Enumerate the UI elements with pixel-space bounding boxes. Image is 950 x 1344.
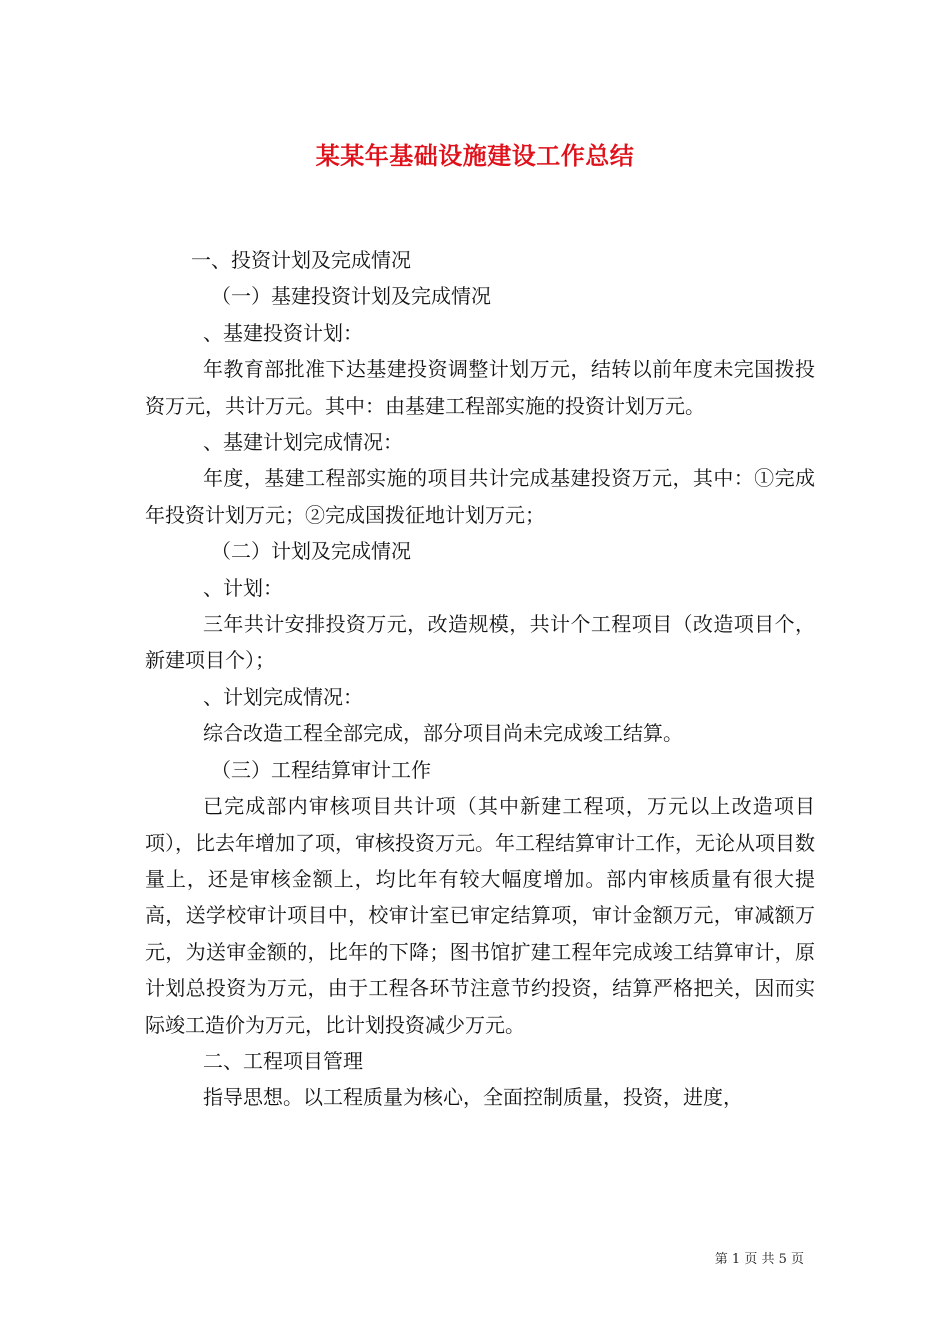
paragraph: 指导思想。以工程质量为核心，全面控制质量，投资，进度， <box>203 1085 743 1110</box>
subheading-2: （二）计划及完成情况 <box>211 539 411 564</box>
subheading-3: （三）工程结算审计工作 <box>211 757 431 782</box>
item-heading: 、基建投资计划： <box>203 320 363 345</box>
paragraph: 年度，基建工程部实施的项目共计完成基建投资万元，其中：①完成年投资计划万元；②完成国拨征地计划万元； <box>145 466 815 527</box>
item-heading: 、计划： <box>203 575 283 600</box>
paragraph: 三年共计安排投资万元，改造规模，共计个工程项目（改造项目个，新建项目个）； <box>145 612 815 673</box>
paragraph: 已完成部内审核项目共计项（其中新建工程项，万元以上改造项目项），比去年增加了项，审核投资万元。年工程结算审计工作，无论从项目数量上，还是审核金额上，均比年有较大幅度增加。部内审核质量有很大提高，送学校审计项目中，校审计室已审定结算项，审计金额万元，审减额万元，为送审金额的，比年的下降；图书馆扩建工程年完成竣工结算审计，原计划总投资为万元，由于工程各环节注意节约投资，结算严格把关，因而实际竣工造价为万元，比计划投资减少万元。 <box>145 794 815 1037</box>
document-body <box>145 242 815 1116</box>
item-heading: 、计划完成情况： <box>203 684 363 709</box>
heading-1: 一、投资计划及完成情况 <box>191 248 411 272</box>
document-title: 某某年基础设施建设工作总结 <box>315 141 635 170</box>
paragraph: 年教育部批准下达基建投资调整计划万元，结转以前年度未完国拨投资万元，共计万元。其中：由基建工程部实施的投资计划万元。 <box>145 357 815 418</box>
page-number: 第 1 页 共 5 页 <box>714 1252 804 1267</box>
heading-2: 二、工程项目管理 <box>203 1048 363 1073</box>
paragraph: 综合改造工程全部完成，部分项目尚未完成竣工结算。 <box>203 721 683 746</box>
subheading-1: （一）基建投资计划及完成情况 <box>211 284 491 309</box>
item-heading: 、基建计划完成情况： <box>203 430 403 455</box>
